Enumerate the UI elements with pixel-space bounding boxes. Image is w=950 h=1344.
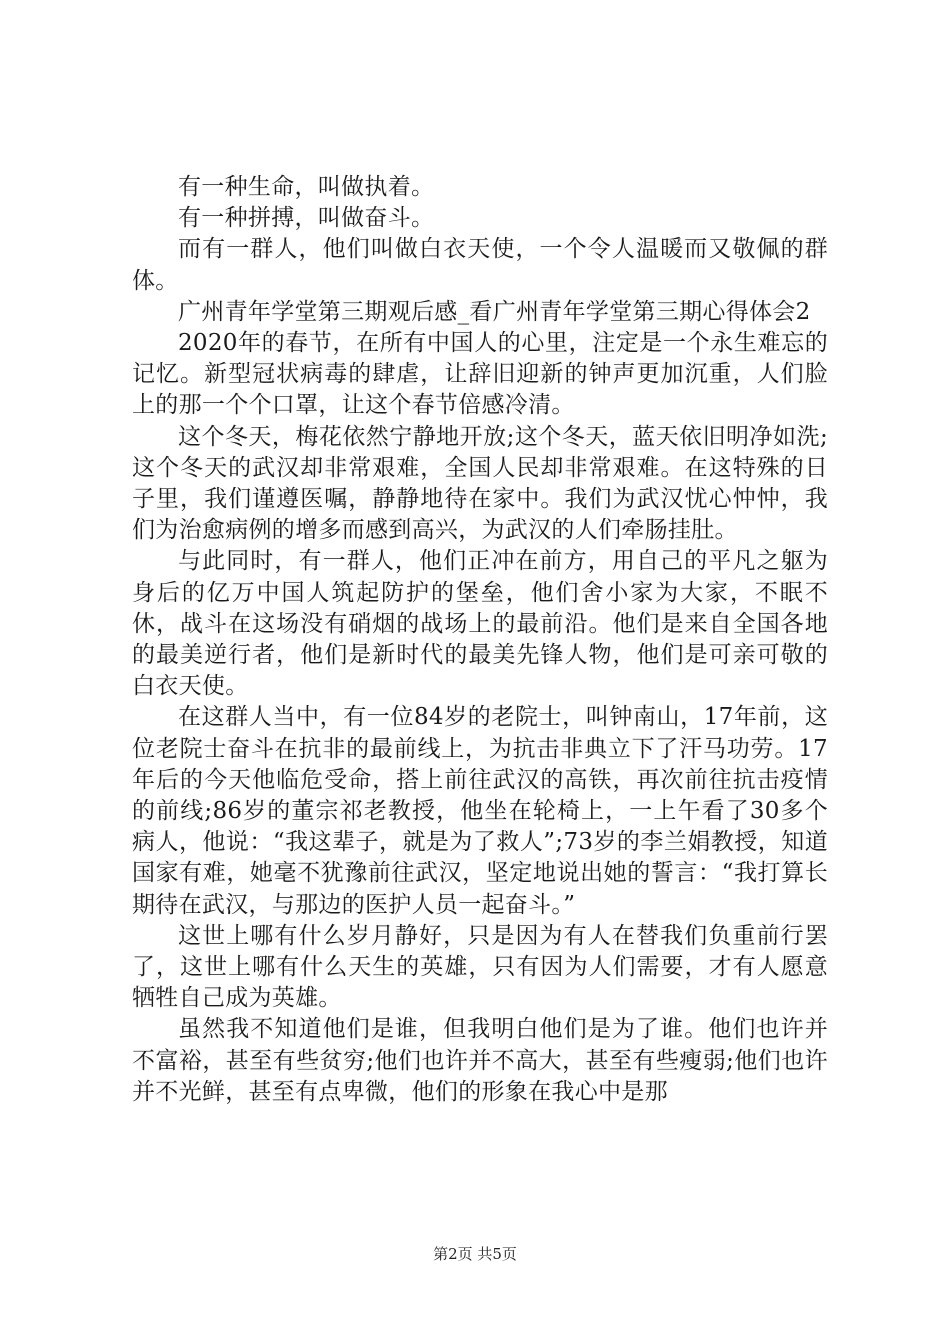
paragraph-4: 广州青年学堂第三期观后感_看广州青年学堂第三期心得体会2 [178,298,811,325]
paragraph-2: 有一种拼搏，叫做奋斗。 [178,205,435,232]
page-footer: 第2页 共5页 [433,1245,517,1263]
paragraph-7: 与此同时，有一群人，他们正冲在前方，用自己的平凡之躯为身后的亿万中国人筑起防护的堡垒，他们舍小家为大家，不眠不休，战斗在这场没有硝烟的战场上的最前沿。他们是来自全国各地的最美逆行者，他们是新时代的最美先锋人物，他们是可亲可敬的白衣天使。 [132,548,828,700]
paragraph-8: 在这群人当中，有一位84岁的老院士，叫钟南山，17年前，这位老院士奋斗在抗非的最前线上，为抗击非典立下了汗马功劳。17年后的今天他临危受命，搭上前往武汉的高铁，再次前往抗击疫情的前线;86岁的董宗祁老教授，他坐在轮椅上，一上午看了30多个病人，他说：“我这辈子，就是为了救人”;73岁的李兰娟教授，知道国家有难，她毫不犹豫前往武汉，坚定地说出她的誓言：“我打算长期待在武汉，与那边的医护人员一起奋斗。” [132,704,828,918]
paragraph-6: 这个冬天，梅花依然宁静地开放;这个冬天，蓝天依旧明净如洗;这个冬天的武汉却非常艰难，全国人民却非常艰难。在这特殊的日子里，我们谨遵医嘱，静静地待在家中。我们为武汉忧心忡忡，我们为治愈病例的增多而感到高兴，为武汉的人们牵肠挂肚。 [132,423,828,544]
paragraph-5: 2020年的春节，在所有中国人的心里，注定是一个永生难忘的记忆。新型冠状病毒的肆虐，让辞旧迎新的钟声更加沉重，人们脸上的那一个个口罩，让这个春节倍感冷清。 [132,330,828,419]
paragraph-9: 这世上哪有什么岁月静好，只是因为有人在替我们负重前行罢了，这世上哪有什么天生的英雄，只有因为人们需要，才有人愿意牺牲自己成为英雄。 [132,922,828,1012]
paragraph-10: 虽然我不知道他们是谁，但我明白他们是为了谁。他们也许并不富裕，甚至有些贫穷;他们也许并不高大，甚至有些瘦弱;他们也许并不光鲜，甚至有点卑微，他们的形象在我心中是那 [132,1016,828,1105]
paragraph-3: 而有一群人，他们叫做白衣天使，一个令人温暖而又敬佩的群体。 [132,236,828,294]
document-body [132,172,828,1108]
paragraph-1: 有一种生命，叫做执着。 [178,174,435,200]
